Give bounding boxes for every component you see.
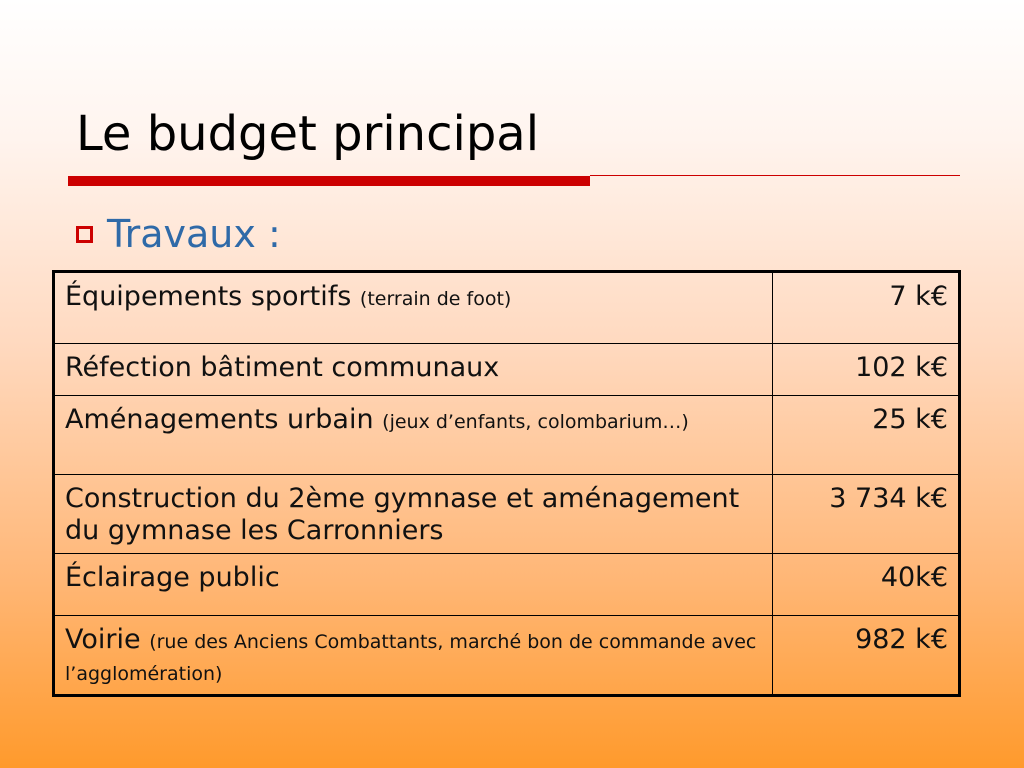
row-amount: 25 k€: [773, 396, 960, 475]
row-label-cell: [54, 616, 773, 696]
row-detail: (terrain de foot): [359, 288, 512, 310]
row-label: Éclairage public: [65, 562, 280, 593]
table-row: [54, 554, 960, 616]
row-detail: (rue des Anciens Combattants, marché bon de commande avec l’agglomération): [65, 631, 757, 685]
row-detail: (jeux d’enfants, colombarium…): [382, 411, 689, 433]
row-label-cell: [54, 475, 773, 554]
row-amount: 102 k€: [773, 344, 960, 396]
title-underline-thick: [68, 176, 590, 186]
table-row: [54, 272, 960, 344]
table-row: [54, 475, 960, 554]
bullet-text: Travaux :: [107, 212, 281, 256]
hollow-square-bullet-icon: [76, 226, 93, 243]
title-underline-thin: [590, 175, 960, 176]
row-label: Équipements sportifs: [65, 281, 352, 312]
table-row: [54, 344, 960, 396]
row-label-cell: [54, 396, 773, 475]
row-amount: 3 734 k€: [773, 475, 960, 554]
row-amount: 7 k€: [773, 272, 960, 344]
row-label: Réfection bâtiment communaux: [65, 352, 500, 383]
budget-table: [52, 270, 961, 697]
row-label: Voirie: [65, 624, 141, 655]
row-label-cell: [54, 272, 773, 344]
row-amount: 982 k€: [773, 616, 960, 696]
bullet-item: [76, 208, 281, 260]
table-row: [54, 396, 960, 475]
row-label-cell: [54, 554, 773, 616]
table-row: [54, 616, 960, 696]
row-label: Construction du 2ème gymnase et aménagement du gymnase les Carronniers: [65, 483, 740, 546]
slide-title: Le budget principal: [76, 106, 540, 162]
row-label-cell: [54, 344, 773, 396]
row-amount: 40k€: [773, 554, 960, 616]
row-label: Aménagements urbain: [65, 404, 374, 435]
